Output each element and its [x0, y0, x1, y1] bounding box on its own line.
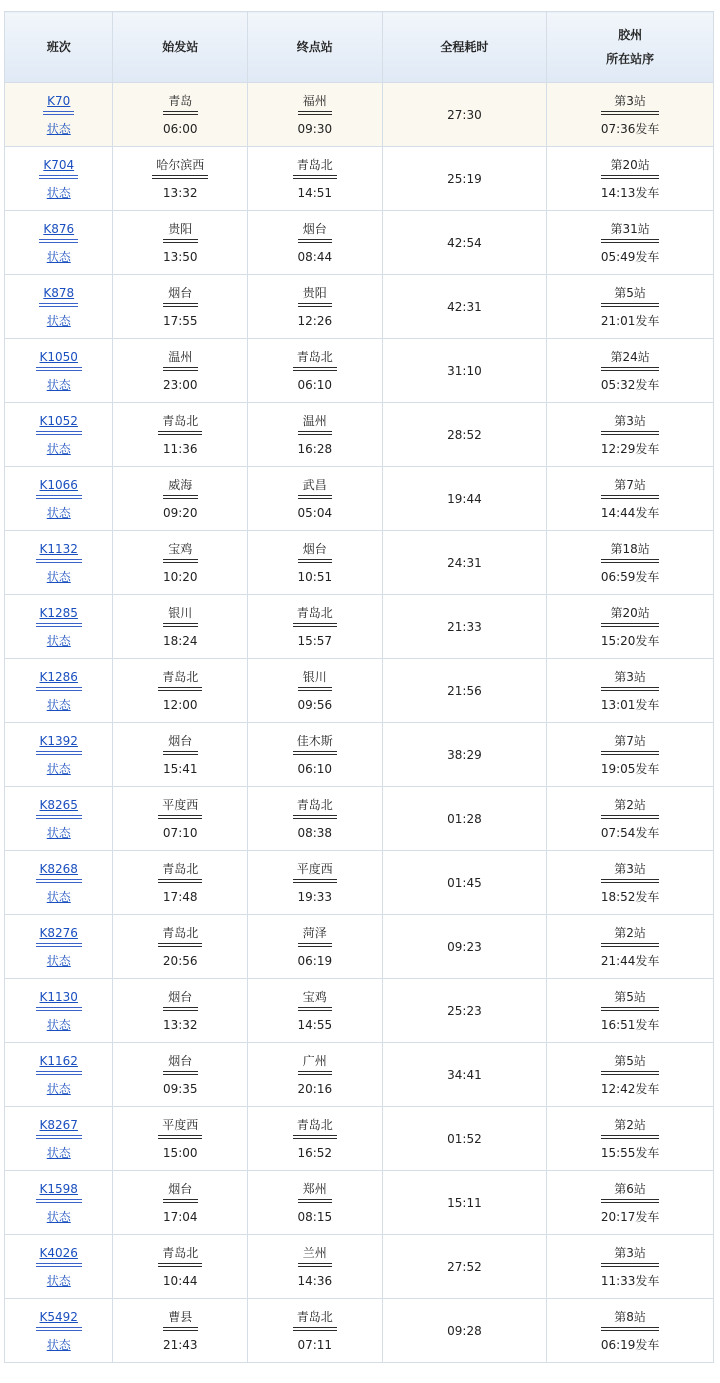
arrival-time: 16:28: [297, 441, 333, 456]
train-cell: [5, 659, 113, 723]
status-link[interactable]: 状态: [46, 1081, 71, 1096]
station-sequence: 第2站: [601, 795, 660, 819]
duration-cell: 21:33: [382, 595, 547, 659]
local-departure-time: 21:44发车: [600, 953, 660, 968]
terminus-cell: [248, 275, 383, 339]
header-train: 班次: [5, 12, 113, 83]
origin-cell: [113, 1043, 248, 1107]
train-cell: [5, 595, 113, 659]
origin-station: 青岛: [163, 91, 198, 115]
table-row: [5, 83, 714, 147]
terminus-station: 青岛北: [293, 347, 337, 371]
terminus-cell: [248, 787, 383, 851]
table-row: [5, 275, 714, 339]
status-link[interactable]: 状态: [46, 633, 71, 648]
departure-time: 10:20: [162, 569, 198, 584]
terminus-station: 青岛北: [293, 155, 337, 179]
departure-time: 13:50: [162, 249, 198, 264]
local-departure-time: 13:01发车: [600, 697, 660, 712]
local-departure-time: 16:51发车: [600, 1017, 660, 1032]
status-link[interactable]: 状态: [46, 697, 71, 712]
origin-station: 青岛北: [158, 923, 202, 947]
train-schedule-table: [4, 11, 714, 1363]
train-cell: [5, 787, 113, 851]
arrival-time: 09:56: [297, 697, 333, 712]
train-cell: [5, 915, 113, 979]
status-link[interactable]: 状态: [46, 377, 71, 392]
train-cell: [5, 531, 113, 595]
status-link[interactable]: 状态: [46, 441, 71, 456]
duration-cell: 25:19: [382, 147, 547, 211]
origin-cell: [113, 915, 248, 979]
station-sequence: 第2站: [601, 923, 660, 947]
status-link[interactable]: 状态: [46, 889, 71, 904]
table-row: [5, 723, 714, 787]
station-sequence: 第3站: [601, 1243, 660, 1267]
station-sequence: 第20站: [601, 155, 660, 179]
train-number-link[interactable]: K1130: [36, 987, 82, 1011]
origin-cell: [113, 531, 248, 595]
duration-cell: 01:28: [382, 787, 547, 851]
train-number-link[interactable]: K878: [39, 283, 78, 307]
local-departure-time: 11:33发车: [600, 1273, 660, 1288]
arrival-time: 08:38: [297, 825, 333, 840]
origin-station: 青岛北: [158, 1243, 202, 1267]
terminus-station: 贵阳: [298, 283, 333, 307]
terminus-cell: [248, 979, 383, 1043]
train-cell: [5, 339, 113, 403]
arrival-time: 05:04: [297, 505, 333, 520]
duration-cell: 19:44: [382, 467, 547, 531]
train-number-link[interactable]: K8268: [36, 859, 82, 883]
station-order-cell: [547, 851, 714, 915]
terminus-station: 烟台: [298, 219, 333, 243]
table-row: [5, 595, 714, 659]
local-departure-time: 15:55发车: [600, 1145, 660, 1160]
arrival-time: 19:33: [297, 889, 333, 904]
arrival-time: 06:19: [297, 953, 333, 968]
table-row: [5, 1107, 714, 1171]
duration-cell: 09:23: [382, 915, 547, 979]
station-sequence: 第24站: [601, 347, 660, 371]
table-row: [5, 915, 714, 979]
station-order-cell: [547, 915, 714, 979]
station-order-cell: [547, 659, 714, 723]
table-row: [5, 787, 714, 851]
arrival-time: 10:51: [297, 569, 333, 584]
terminus-cell: [248, 531, 383, 595]
terminus-station: 广州: [298, 1051, 333, 1075]
duration-cell: 42:31: [382, 275, 547, 339]
station-order-cell: [547, 147, 714, 211]
departure-time: 21:43: [162, 1337, 198, 1352]
station-sequence: 第20站: [601, 603, 660, 627]
terminus-cell: [248, 1235, 383, 1299]
train-number-link[interactable]: K1286: [36, 667, 82, 691]
terminus-cell: [248, 339, 383, 403]
origin-cell: [113, 851, 248, 915]
local-departure-time: 06:59发车: [600, 569, 660, 584]
train-number-link[interactable]: K1052: [36, 411, 82, 435]
train-number-link[interactable]: K1162: [36, 1051, 82, 1075]
origin-cell: [113, 1299, 248, 1363]
arrival-time: 16:52: [297, 1145, 333, 1160]
station-sequence: 第3站: [601, 91, 660, 115]
duration-cell: 24:31: [382, 531, 547, 595]
local-departure-time: 12:29发车: [600, 441, 660, 456]
table-row: [5, 467, 714, 531]
train-cell: [5, 83, 113, 147]
origin-cell: [113, 1107, 248, 1171]
origin-cell: [113, 147, 248, 211]
arrival-time: 12:26: [297, 313, 333, 328]
table-row: [5, 1043, 714, 1107]
status-link[interactable]: 状态: [46, 1145, 71, 1160]
departure-time: 18:24: [162, 633, 198, 648]
arrival-time: 15:57: [297, 633, 333, 648]
terminus-station: 菏泽: [298, 923, 333, 947]
status-link[interactable]: 状态: [46, 1017, 71, 1032]
status-link[interactable]: 状态: [46, 1337, 71, 1352]
terminus-station: 郑州: [298, 1179, 333, 1203]
station-order-cell: [547, 1235, 714, 1299]
departure-time: 11:36: [162, 441, 198, 456]
duration-cell: 15:11: [382, 1171, 547, 1235]
station-sequence: 第8站: [601, 1307, 660, 1331]
origin-station: 烟台: [163, 987, 198, 1011]
train-number-link[interactable]: K70: [43, 91, 74, 115]
station-order-cell: [547, 979, 714, 1043]
train-cell: [5, 1107, 113, 1171]
station-order-cell: [547, 403, 714, 467]
station-sequence: 第6站: [601, 1179, 660, 1203]
terminus-cell: [248, 915, 383, 979]
duration-cell: 42:54: [382, 211, 547, 275]
local-departure-time: 06:19发车: [600, 1337, 660, 1352]
train-number-link[interactable]: K1066: [36, 475, 82, 499]
terminus-cell: [248, 595, 383, 659]
duration-cell: 28:52: [382, 403, 547, 467]
local-departure-time: 14:13发车: [600, 185, 660, 200]
train-cell: [5, 275, 113, 339]
origin-station: 烟台: [163, 283, 198, 307]
status-link[interactable]: 状态: [46, 1209, 71, 1224]
station-order-cell: [547, 211, 714, 275]
terminus-station: 烟台: [298, 539, 333, 563]
header-station-order: [547, 12, 714, 83]
local-departure-time: 07:54发车: [600, 825, 660, 840]
origin-station: 宝鸡: [163, 539, 198, 563]
table-row: [5, 339, 714, 403]
origin-station: 曹县: [163, 1307, 198, 1331]
origin-cell: [113, 979, 248, 1043]
train-number-link[interactable]: K5492: [36, 1307, 82, 1331]
terminus-station: 青岛北: [293, 1307, 337, 1331]
table-row: [5, 659, 714, 723]
origin-station: 青岛北: [158, 411, 202, 435]
schedule-container: [4, 11, 720, 1363]
departure-time: 07:10: [162, 825, 198, 840]
train-number-link[interactable]: K1392: [36, 731, 82, 755]
local-departure-time: 15:20发车: [600, 633, 660, 648]
origin-station: 银川: [163, 603, 198, 627]
header-terminus: 终点站: [248, 12, 383, 83]
departure-time: 13:32: [162, 185, 198, 200]
train-number-link[interactable]: K4026: [36, 1243, 82, 1267]
duration-cell: 09:28: [382, 1299, 547, 1363]
terminus-cell: [248, 851, 383, 915]
origin-cell: [113, 211, 248, 275]
status-link[interactable]: 状态: [46, 313, 71, 328]
departure-time: 17:48: [162, 889, 198, 904]
terminus-cell: [248, 723, 383, 787]
header-station-line1: 胶州: [618, 28, 643, 42]
station-sequence: 第7站: [601, 731, 660, 755]
train-number-link[interactable]: K1285: [36, 603, 82, 627]
terminus-cell: [248, 403, 383, 467]
station-sequence: 第18站: [601, 539, 660, 563]
train-cell: [5, 1171, 113, 1235]
train-cell: [5, 211, 113, 275]
local-departure-time: 18:52发车: [600, 889, 660, 904]
station-sequence: 第31站: [601, 219, 660, 243]
origin-cell: [113, 787, 248, 851]
departure-time: 17:55: [162, 313, 198, 328]
station-sequence: 第3站: [601, 667, 660, 691]
departure-time: 09:35: [162, 1081, 198, 1096]
terminus-station: 青岛北: [293, 795, 337, 819]
origin-station: 烟台: [163, 1051, 198, 1075]
departure-time: 15:00: [162, 1145, 198, 1160]
status-link[interactable]: 状态: [46, 569, 71, 584]
table-row: [5, 979, 714, 1043]
local-departure-time: 19:05发车: [600, 761, 660, 776]
departure-time: 23:00: [162, 377, 198, 392]
terminus-station: 温州: [298, 411, 333, 435]
terminus-cell: [248, 1043, 383, 1107]
terminus-cell: [248, 659, 383, 723]
status-link[interactable]: 状态: [46, 1273, 71, 1288]
station-sequence: 第5站: [601, 1051, 660, 1075]
terminus-station: 福州: [298, 91, 333, 115]
terminus-cell: [248, 1107, 383, 1171]
table-row: [5, 1171, 714, 1235]
origin-station: 贵阳: [163, 219, 198, 243]
train-number-link[interactable]: K8265: [36, 795, 82, 819]
train-cell: [5, 851, 113, 915]
status-link[interactable]: 状态: [46, 185, 71, 200]
table-row: [5, 531, 714, 595]
table-body: [5, 83, 714, 1363]
table-row: [5, 1299, 714, 1363]
header-duration: 全程耗时: [382, 12, 547, 83]
train-number-link[interactable]: K8267: [36, 1115, 82, 1139]
origin-station: 哈尔滨西: [152, 155, 208, 179]
train-cell: [5, 403, 113, 467]
station-order-cell: [547, 1043, 714, 1107]
origin-cell: [113, 723, 248, 787]
origin-station: 平度西: [158, 1115, 202, 1139]
header-origin: 始发站: [113, 12, 248, 83]
origin-station: 青岛北: [158, 667, 202, 691]
terminus-station: 兰州: [298, 1243, 333, 1267]
station-sequence: 第3站: [601, 859, 660, 883]
departure-time: 13:32: [162, 1017, 198, 1032]
duration-cell: 34:41: [382, 1043, 547, 1107]
table-row: [5, 147, 714, 211]
departure-time: 20:56: [162, 953, 198, 968]
departure-time: 17:04: [162, 1209, 198, 1224]
arrival-time: 07:11: [297, 1337, 333, 1352]
departure-time: 10:44: [162, 1273, 198, 1288]
origin-cell: [113, 1235, 248, 1299]
train-number-link[interactable]: K704: [39, 155, 78, 179]
station-sequence: 第5站: [601, 987, 660, 1011]
station-order-cell: [547, 339, 714, 403]
arrival-time: 08:44: [297, 249, 333, 264]
station-order-cell: [547, 595, 714, 659]
terminus-station: 佳木斯: [293, 731, 337, 755]
train-number-link[interactable]: K1050: [36, 347, 82, 371]
local-departure-time: 21:01发车: [600, 313, 660, 328]
arrival-time: 06:10: [297, 377, 333, 392]
origin-cell: [113, 403, 248, 467]
train-cell: [5, 147, 113, 211]
station-sequence: 第2站: [601, 1115, 660, 1139]
status-link[interactable]: 状态: [46, 825, 71, 840]
station-order-cell: [547, 787, 714, 851]
terminus-cell: [248, 211, 383, 275]
status-link[interactable]: 状态: [46, 505, 71, 520]
departure-time: 15:41: [162, 761, 198, 776]
duration-cell: 27:30: [382, 83, 547, 147]
station-sequence: 第5站: [601, 283, 660, 307]
terminus-station: 青岛北: [293, 1115, 337, 1139]
local-departure-time: 05:49发车: [600, 249, 660, 264]
station-order-cell: [547, 723, 714, 787]
arrival-time: 14:36: [297, 1273, 333, 1288]
origin-station: 烟台: [163, 731, 198, 755]
local-departure-time: 07:36发车: [600, 121, 660, 136]
station-order-cell: [547, 83, 714, 147]
station-order-cell: [547, 1299, 714, 1363]
train-number-link[interactable]: K876: [39, 219, 78, 243]
train-cell: [5, 1235, 113, 1299]
duration-cell: 01:45: [382, 851, 547, 915]
origin-station: 温州: [163, 347, 198, 371]
station-order-cell: [547, 275, 714, 339]
terminus-cell: [248, 83, 383, 147]
station-order-cell: [547, 467, 714, 531]
station-sequence: 第3站: [601, 411, 660, 435]
table-row: [5, 1235, 714, 1299]
arrival-time: 06:10: [297, 761, 333, 776]
departure-time: 12:00: [162, 697, 198, 712]
station-order-cell: [547, 1107, 714, 1171]
train-number-link[interactable]: K8276: [36, 923, 82, 947]
train-cell: [5, 979, 113, 1043]
terminus-station: 平度西: [293, 859, 337, 883]
duration-cell: 21:56: [382, 659, 547, 723]
train-number-link[interactable]: K1132: [36, 539, 82, 563]
header-station-line2: 所在站序: [606, 52, 655, 66]
origin-station: 平度西: [158, 795, 202, 819]
origin-cell: [113, 275, 248, 339]
arrival-time: 14:55: [297, 1017, 333, 1032]
origin-station: 烟台: [163, 1179, 198, 1203]
origin-cell: [113, 595, 248, 659]
departure-time: 09:20: [162, 505, 198, 520]
train-cell: [5, 467, 113, 531]
terminus-cell: [248, 467, 383, 531]
status-link[interactable]: 状态: [46, 953, 71, 968]
terminus-cell: [248, 1299, 383, 1363]
terminus-cell: [248, 1171, 383, 1235]
duration-cell: 01:52: [382, 1107, 547, 1171]
departure-time: 06:00: [162, 121, 198, 136]
local-departure-time: 14:44发车: [600, 505, 660, 520]
origin-cell: [113, 339, 248, 403]
station-order-cell: [547, 531, 714, 595]
terminus-cell: [248, 147, 383, 211]
status-link[interactable]: 状态: [46, 121, 71, 136]
station-sequence: 第7站: [601, 475, 660, 499]
origin-cell: [113, 83, 248, 147]
train-cell: [5, 723, 113, 787]
origin-station: 青岛北: [158, 859, 202, 883]
terminus-station: 武昌: [298, 475, 333, 499]
duration-cell: 38:29: [382, 723, 547, 787]
train-number-link[interactable]: K1598: [36, 1179, 82, 1203]
train-cell: [5, 1043, 113, 1107]
local-departure-time: 05:32发车: [600, 377, 660, 392]
local-departure-time: 20:17发车: [600, 1209, 660, 1224]
duration-cell: 25:23: [382, 979, 547, 1043]
duration-cell: 27:52: [382, 1235, 547, 1299]
table-header-row: [5, 12, 714, 83]
arrival-time: 14:51: [297, 185, 333, 200]
terminus-station: 青岛北: [293, 603, 337, 627]
terminus-station: 银川: [298, 667, 333, 691]
origin-cell: [113, 467, 248, 531]
arrival-time: 09:30: [297, 121, 333, 136]
local-departure-time: 12:42发车: [600, 1081, 660, 1096]
arrival-time: 20:16: [297, 1081, 333, 1096]
status-link[interactable]: 状态: [46, 249, 71, 264]
origin-cell: [113, 1171, 248, 1235]
origin-station: 威海: [163, 475, 198, 499]
station-order-cell: [547, 1171, 714, 1235]
origin-cell: [113, 659, 248, 723]
table-row: [5, 851, 714, 915]
duration-cell: 31:10: [382, 339, 547, 403]
table-row: [5, 403, 714, 467]
terminus-station: 宝鸡: [298, 987, 333, 1011]
table-row: [5, 211, 714, 275]
train-cell: [5, 1299, 113, 1363]
arrival-time: 08:15: [297, 1209, 333, 1224]
status-link[interactable]: 状态: [46, 761, 71, 776]
